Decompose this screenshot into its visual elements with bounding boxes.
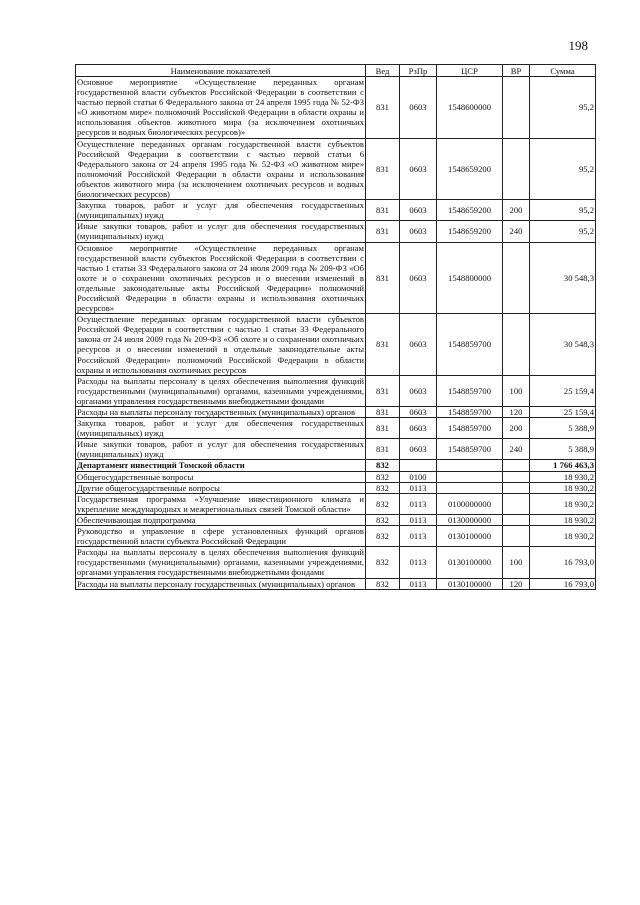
table-row [76,418,596,439]
row-csr-cell: 1548659200 [437,138,503,200]
row-vr-cell: 100 [503,375,530,406]
row-csr-cell: 1548859700 [437,314,503,376]
row-name-cell: Иные закупки товаров, работ и услуг для обеспечения государственных (муниципальных) нужд [77,439,364,460]
row-rzpr-cell: 0113 [400,578,437,589]
row-vr-cell [503,482,530,493]
table-row [76,547,596,578]
row-rzpr-cell: 0603 [400,418,437,439]
row-rzpr-cell: 0113 [400,514,437,525]
row-sum-cell: 30 548,3 [530,314,596,376]
row-sum-cell: 30 548,3 [530,242,596,314]
header-vr: ВР [503,65,530,77]
budget-table [75,64,596,590]
row-ved-cell: 832 [366,493,400,514]
row-sum-cell: 16 793,0 [530,578,596,589]
table-row [76,242,596,314]
row-csr-cell: 1548859700 [437,407,503,418]
row-name-cell: Общегосударственные вопросы [76,471,366,482]
row-vr-cell [503,460,530,471]
table-row [76,482,596,493]
row-name-cell: Закупка товаров, работ и услуг для обеспечения государственных (муниципальных) нужд [77,200,364,221]
header-rzpr: РзПр [400,65,437,77]
row-vr-cell [503,493,530,514]
header-sum: Сумма [530,65,596,77]
table-row [76,460,596,471]
row-sum-cell: 25 159,4 [530,407,596,418]
row-ved-cell: 831 [366,407,400,418]
row-name-cell: Осуществление переданных органам государственной власти субъектов Российской Федерации в соответствии с частью первой статьи 6 Федерального закона от 24 апреля 1995 года № 52-ФЗ «О животном мире» полномочий Российской Федерации в области охраны и использования объектов животного мира (за исключением охотничьих ресурсов и водных биологических ресурсов) [77,138,364,200]
row-rzpr-cell: 0113 [400,547,437,578]
row-vr-cell [503,314,530,376]
header-name: Наименование показателей [76,65,366,77]
row-name-cell: Другие общегосударственные вопросы [76,482,366,493]
row-sum-cell: 95,2 [530,221,596,242]
row-rzpr-cell: 0603 [400,407,437,418]
row-ved-cell: 831 [366,439,400,460]
row-rzpr-cell [400,460,437,471]
row-rzpr-cell: 0603 [400,314,437,376]
table-row [76,138,596,200]
table-row [76,375,596,406]
row-rzpr-cell: 0603 [400,375,437,406]
row-rzpr-cell: 0113 [400,526,437,547]
row-name-cell: Иные закупки товаров, работ и услуг для обеспечения государственных (муниципальных) нужд [77,221,364,242]
table-row [76,77,596,139]
row-ved-cell: 832 [366,514,400,525]
row-sum-cell: 18 930,2 [530,493,596,514]
row-ved-cell: 832 [366,482,400,493]
row-csr-cell [437,471,503,482]
row-vr-cell [503,526,530,547]
row-csr-cell [437,482,503,493]
row-vr-cell [503,138,530,200]
row-name-cell: Расходы на выплаты персоналу государственных (муниципальных) органов [76,407,366,418]
table-row [76,200,596,221]
row-name-cell: Руководство и управление в сфере установленных функций органов государственной власти субъекта Российской Федерации [77,526,364,547]
row-sum-cell: 1 766 463,3 [530,460,596,471]
row-vr-cell: 200 [503,418,530,439]
row-ved-cell: 831 [366,375,400,406]
row-rzpr-cell: 0603 [400,242,437,314]
row-ved-cell: 831 [366,221,400,242]
table-row [76,526,596,547]
row-vr-cell: 240 [503,439,530,460]
row-rzpr-cell: 0113 [400,493,437,514]
row-csr-cell: 1548659200 [437,200,503,221]
row-csr-cell: 0130000000 [437,514,503,525]
row-ved-cell: 832 [366,460,400,471]
row-vr-cell: 120 [503,407,530,418]
table-row [76,493,596,514]
row-ved-cell: 832 [366,526,400,547]
row-vr-cell [503,514,530,525]
header-ved: Вед [366,65,400,77]
row-name-cell: Закупка товаров, работ и услуг для обеспечения государственных (муниципальных) нужд [77,418,364,439]
row-csr-cell [437,460,503,471]
row-rzpr-cell: 0603 [400,200,437,221]
row-vr-cell: 200 [503,200,530,221]
table-row [76,514,596,525]
table-row [76,314,596,376]
row-csr-cell: 0130100000 [437,526,503,547]
row-sum-cell: 25 159,4 [530,375,596,406]
row-ved-cell: 831 [366,242,400,314]
row-ved-cell: 831 [366,314,400,376]
row-name-cell: Департамент инвестиций Томской области [76,460,366,471]
row-sum-cell: 18 930,2 [530,482,596,493]
row-ved-cell: 832 [366,547,400,578]
row-csr-cell: 1548859700 [437,439,503,460]
row-name-cell: Расходы на выплаты персоналу государственных (муниципальных) органов [76,578,366,589]
row-vr-cell: 240 [503,221,530,242]
row-rzpr-cell: 0603 [400,439,437,460]
row-name-cell: Расходы на выплаты персоналу в целях обеспечения выполнения функций государственными (муниципальными) органами, казенными учреждениями, органами управления государственными внебюджетными фондами [77,375,364,406]
row-name-cell: Расходы на выплаты персоналу в целях обеспечения выполнения функций государственными (муниципальными) органами, казенными учреждениями, органами управления государственными внебюджетными фондами [77,547,364,578]
row-csr-cell: 1548600000 [437,77,503,139]
row-name-cell: Государственная программа «Улучшение инвестиционного климата и укрепление международных и межрегиональных связей Томской области» [77,493,364,514]
row-name-cell: Основное мероприятие «Осуществление переданных органам государственной власти субъектов Российской Федерации в соответствии с частью 1 статьи 33 Федерального закона от 24 июля 2009 года № 209-ФЗ «Об охоте и о сохранении охотничьих ресурсов и о внесении изменений в отдельные законодательные акты Российской Федерации» полномочий Российской Федерации в области охраны и использования охотничьих ресурсов» [77,242,364,314]
row-sum-cell: 5 388,9 [530,418,596,439]
row-sum-cell: 18 930,2 [530,514,596,525]
row-sum-cell: 5 388,9 [530,439,596,460]
row-sum-cell: 95,2 [530,77,596,139]
row-rzpr-cell: 0603 [400,77,437,139]
row-vr-cell: 120 [503,578,530,589]
table-row [76,407,596,418]
row-csr-cell: 1548859700 [437,375,503,406]
row-rzpr-cell: 0113 [400,482,437,493]
row-ved-cell: 831 [366,200,400,221]
row-sum-cell: 16 793,0 [530,547,596,578]
row-sum-cell: 18 930,2 [530,526,596,547]
row-csr-cell: 0130100000 [437,547,503,578]
row-vr-cell [503,77,530,139]
header-csr: ЦСР [437,65,503,77]
row-ved-cell: 832 [366,471,400,482]
row-vr-cell [503,242,530,314]
row-rzpr-cell: 0603 [400,138,437,200]
row-name-cell: Обеспечивающая подпрограмма [76,514,366,525]
row-sum-cell: 95,2 [530,138,596,200]
row-sum-cell: 18 930,2 [530,471,596,482]
row-rzpr-cell: 0603 [400,221,437,242]
row-name-cell: Осуществление переданных органам государственной власти субъектов Российской Федерации в соответствии с частью 1 статьи 33 Федерального закона от 24 июля 2009 года № 209-ФЗ «Об охоте и о сохранении охотничьих ресурсов и о внесении изменений в отдельные законодательные акты Российской Федерации» полномочий Российской Федерации в области охраны и использования охотничьих ресурсов [77,314,364,375]
row-ved-cell: 831 [366,418,400,439]
row-csr-cell: 1548659200 [437,221,503,242]
row-ved-cell: 832 [366,578,400,589]
table-row [76,578,596,589]
table-row [76,221,596,242]
table-row [76,471,596,482]
row-ved-cell: 831 [366,77,400,139]
row-rzpr-cell: 0100 [400,471,437,482]
table-header-row [76,65,596,77]
row-ved-cell: 831 [366,138,400,200]
row-name-cell: Основное мероприятие «Осуществление переданных органам государственной власти субъектов Российской Федерации в соответствии с частью первой статьи 6 Федерального закона от 24 апреля 1995 года № 52-ФЗ «О животном мире» полномочий Российской Федерации в области охраны и использования объектов животного мира (за исключением охотничьих ресурсов и водных биологических ресурсов)» [77,77,364,138]
page-number: 198 [568,38,588,53]
row-csr-cell: 0100000000 [437,493,503,514]
table-body [76,77,596,590]
row-csr-cell: 1548859700 [437,418,503,439]
row-csr-cell: 1548800000 [437,242,503,314]
row-sum-cell: 95,2 [530,200,596,221]
table-row [76,439,596,460]
row-vr-cell [503,471,530,482]
row-vr-cell: 100 [503,547,530,578]
row-csr-cell: 0130100000 [437,578,503,589]
